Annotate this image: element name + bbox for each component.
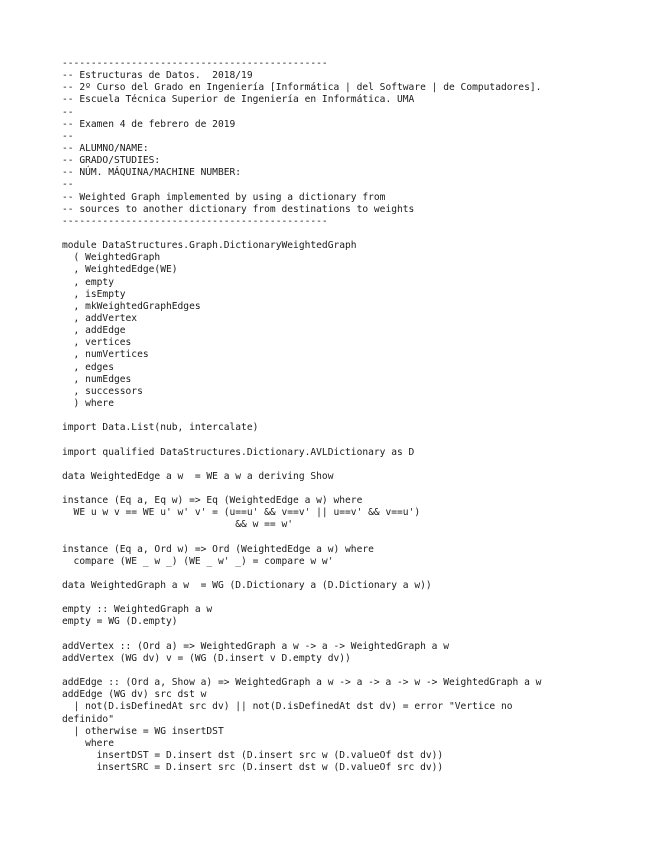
code-line: | otherwise = WG insertDST <box>62 725 224 737</box>
code-line: && w == w' <box>62 519 294 531</box>
code-line: , WeightedEdge(WE) <box>62 264 178 276</box>
code-line: -- ALUMNO/NAME: <box>62 142 149 154</box>
source-code-listing <box>62 58 647 774</box>
code-line: -- Weighted Graph implemented by using a dictionary from <box>62 191 386 203</box>
code-line: WE u w v == WE u' w' v' = (u==u' && v==v' || u==v' && v==u') <box>62 507 421 519</box>
code-line: compare (WE _ w _) (WE _ w' _) = compare w w' <box>62 555 334 567</box>
code-line: , mkWeightedGraphEdges <box>62 300 201 312</box>
code-line: ---------------------------------------------- <box>62 215 328 227</box>
code-line: import Data.List(nub, intercalate) <box>62 422 259 434</box>
code-line: -- Estructuras de Datos. 2018/19 <box>62 70 253 82</box>
code-line <box>62 665 647 677</box>
code-line: -- <box>62 179 74 191</box>
code-line: , numVertices <box>62 349 149 361</box>
code-line: , vertices <box>62 337 132 349</box>
code-line: addVertex (WG dv) v = (WG (D.insert v D.empty dv)) <box>62 652 351 664</box>
code-line: , numEdges <box>62 373 132 385</box>
code-line: -- <box>62 130 74 142</box>
code-line: ) where <box>62 397 114 409</box>
code-line <box>62 531 647 543</box>
code-line: -- <box>62 106 74 118</box>
code-line: -- Examen 4 de febrero de 2019 <box>62 118 236 130</box>
code-line: , isEmpty <box>62 288 126 300</box>
code-line: -- NÚM. MÁQUINA/MACHINE NUMBER: <box>62 167 242 179</box>
code-line <box>62 410 647 422</box>
code-line: -- sources to another dictionary from destinations to weights <box>62 203 415 215</box>
code-line: -- 2º Curso del Grado en Ingeniería [Informática | del Software | de Computadores]. <box>62 82 542 94</box>
code-line <box>62 568 647 580</box>
code-line: empty = WG (D.empty) <box>62 616 178 628</box>
code-line: definido" <box>62 713 114 725</box>
code-line: instance (Eq a, Ord w) => Ord (WeightedEdge a w) where <box>62 543 374 555</box>
code-line: , empty <box>62 276 114 288</box>
code-line <box>62 228 647 240</box>
code-line: where <box>62 737 114 749</box>
code-line <box>62 592 647 604</box>
code-line: -- Escuela Técnica Superior de Ingeniería en Informática. UMA <box>62 94 415 106</box>
code-line: , edges <box>62 361 114 373</box>
code-line <box>62 434 647 446</box>
code-line: -- GRADO/STUDIES: <box>62 155 161 167</box>
code-line: module DataStructures.Graph.DictionaryWeightedGraph <box>62 240 357 252</box>
code-line: , addEdge <box>62 325 126 337</box>
code-line: insertDST = D.insert dst (D.insert src w (D.valueOf dst dv)) <box>62 750 444 762</box>
code-line: import qualified DataStructures.Dictionary.AVLDictionary as D <box>62 446 415 458</box>
code-line <box>62 629 647 641</box>
code-line: , successors <box>62 385 143 397</box>
code-line: addEdge :: (Ord a, Show a) => WeightedGraph a w -> a -> a -> w -> WeightedGraph a w <box>62 677 542 689</box>
code-line: data WeightedEdge a w = WE a w a deriving Show <box>62 470 334 482</box>
code-line <box>62 459 647 471</box>
code-line <box>62 483 647 495</box>
code-line: addEdge (WG dv) src dst w <box>62 689 207 701</box>
code-line: empty :: WeightedGraph a w <box>62 604 213 616</box>
code-line: ---------------------------------------------- <box>62 58 328 69</box>
code-line: insertSRC = D.insert src (D.insert dst w (D.valueOf src dv)) <box>62 762 444 774</box>
code-line: data WeightedGraph a w = WG (D.Dictionary a (D.Dictionary a w)) <box>62 580 432 592</box>
code-line: instance (Eq a, Eq w) => Eq (WeightedEdge a w) where <box>62 495 363 507</box>
code-line: , addVertex <box>62 312 138 324</box>
code-line: | not(D.isDefinedAt src dv) || not(D.isDefinedAt dst dv) = error "Vertice no <box>62 701 513 713</box>
code-line: ( WeightedGraph <box>62 252 161 264</box>
code-line: addVertex :: (Ord a) => WeightedGraph a w -> a -> WeightedGraph a w <box>62 640 449 652</box>
